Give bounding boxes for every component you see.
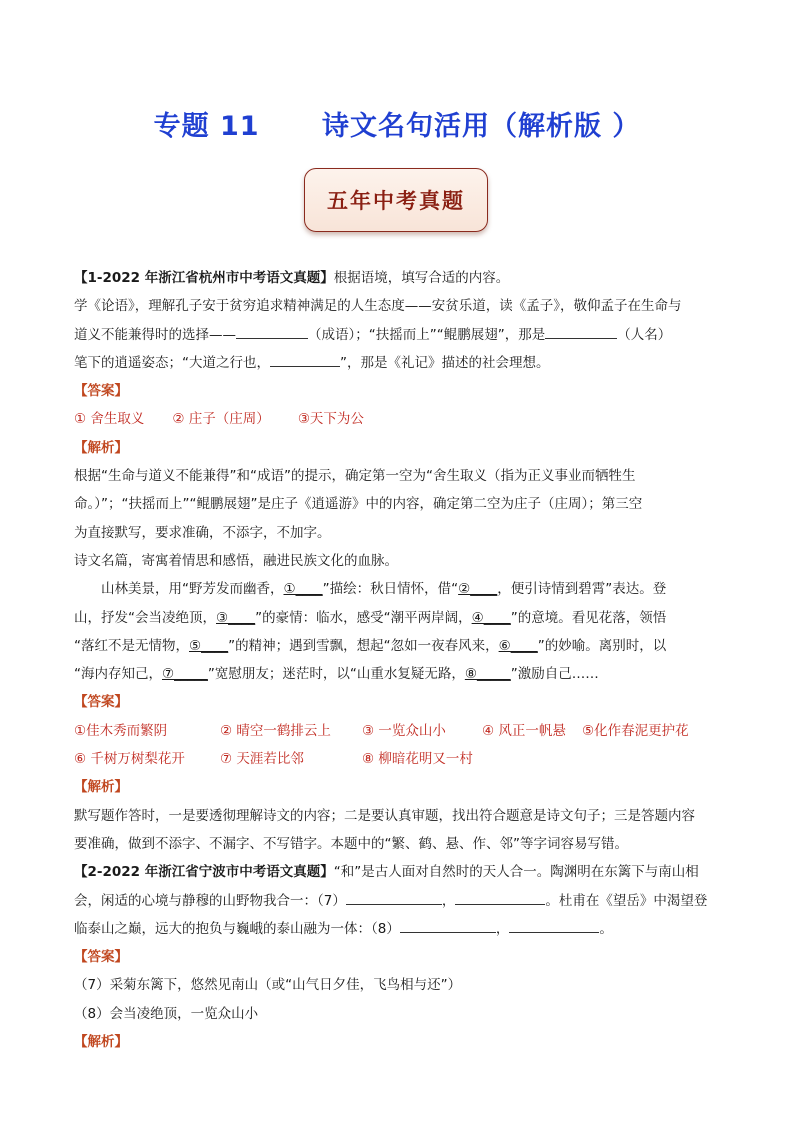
- q1-blank-2: [545, 324, 617, 339]
- q1-answer-1: ① 舍生取义: [74, 411, 145, 428]
- q2-answer-row-1: [74, 717, 724, 745]
- q1-text-line-2: [74, 321, 724, 349]
- q2-text-4c: ”宽慰朋友；迷茫时，以“山重水复疑无路，: [207, 666, 465, 683]
- q3-text-2a: 会，闲适的心境与静穆的山野物我合一：（7）: [74, 892, 346, 909]
- q1-header-line: [74, 264, 724, 292]
- q1-text-2a: 道义不能兼得时的选择——: [74, 326, 236, 343]
- q2-line-2: [74, 604, 724, 632]
- q3-text-2b: ，: [441, 892, 456, 909]
- q2-answer-3: ③ 一览众山小: [362, 722, 446, 739]
- q1-analysis-line-2: 命。）”；“扶摇而上”“鲲鹏展翅”是庄子《逍遥游》中的内容，确定第二空为庄子（庄周）；第三空: [74, 496, 643, 513]
- q3-source: 【2-2022 年浙江省宁波市中考语文真题】: [74, 864, 334, 881]
- q1-blank-3: [270, 352, 340, 367]
- q3-blank-2: [455, 890, 545, 905]
- q2-blank-6: ⑥____: [498, 637, 538, 654]
- q3-text-3c: 。: [599, 920, 613, 937]
- q2-text-1c: ”描绘：秋日情怀，借“: [322, 581, 459, 598]
- q2-line-3: [74, 632, 724, 660]
- q1-blank-1: [236, 324, 308, 339]
- q2-line-1: [74, 575, 724, 603]
- q2-answer-1: ①佳木秀而繁阴: [74, 722, 168, 739]
- q2-blank-1: ①____: [283, 581, 323, 598]
- q3-text-3a: 临泰山之巅，远大的抱负与巍峨的泰山融为一体：（8）: [74, 920, 400, 937]
- q1-answer-3: ③天下为公: [297, 411, 364, 428]
- q1-answer-line: [74, 405, 724, 433]
- q2-text-1e: ，便引诗情到碧霄”表达。登: [497, 581, 667, 598]
- section-heading-box: [304, 168, 488, 232]
- q2-blank-3: ③____: [216, 609, 256, 626]
- q3-blank-1: [346, 890, 442, 905]
- q2-text-2c: ”的豪情：临水，感受“潮平两岸阔，: [255, 609, 472, 626]
- q1-answer-label: 【答案】: [74, 383, 128, 400]
- q2-answer-row-2: [74, 745, 724, 773]
- q2-text-2a: 山，抒发“会当凌绝顶，: [74, 609, 216, 626]
- q1-source: 【1-2022 年浙江省杭州市中考语文真题】: [74, 270, 334, 286]
- q1-analysis-label: 【解析】: [74, 439, 128, 456]
- q2-text-3c: ”的精神；遇到雪飘，想起“忽如一夜春风来，: [228, 637, 499, 654]
- q2-text-4e: ”激励自己……: [510, 666, 599, 683]
- q2-answer-7: ⑦ 天涯若比邻: [220, 751, 304, 768]
- q3-line-1: [74, 858, 724, 886]
- q2-answer-8: ⑧ 柳暗花明又一村: [362, 751, 473, 768]
- q2-answer-2: ② 晴空一鹤排云上: [220, 722, 331, 739]
- q2-answer-6: ⑥ 千树万树梨花开: [74, 751, 185, 768]
- q1-prompt: 根据语境，填写合适的内容。: [333, 270, 510, 286]
- q1-text-2b: （成语）；“扶摇而上”“鲲鹏展翅”，那是: [308, 326, 546, 343]
- q2-analysis-line-1: 默写题作答时，一是要透彻理解诗文的内容；二是要认真审题，找出符合题意是诗文句子；三是答题内容: [74, 807, 695, 824]
- q2-text-4a: “海内存知己，: [74, 666, 162, 683]
- q2-text-2e: ”的意境。看见花落，领悟: [510, 609, 667, 626]
- q2-blank-2: ②____: [458, 581, 498, 598]
- q2-text-3a: “落红不是无情物，: [74, 637, 189, 654]
- q3-answer-7: （7）采菊东篱下，悠然见南山（或“山气日夕佳，飞鸟相与还”）: [74, 977, 462, 994]
- q2-text-3e: ”的妙喻。离别时，以: [537, 637, 667, 654]
- q3-line-3: [74, 915, 724, 943]
- q3-line-2: [74, 887, 724, 915]
- q2-answer-5: ⑤化作春泥更护花: [582, 722, 689, 739]
- q3-analysis-label: 【解析】: [74, 1034, 128, 1051]
- q2-blank-8: ⑧_____: [464, 666, 511, 683]
- q3-blank-4: [509, 918, 599, 933]
- q2-text-1a: 山林美景，用“野芳发而幽香，: [101, 581, 284, 598]
- page-title: 专题 11 诗文名句活用（解析版 ）: [153, 111, 641, 142]
- q3-text-2c: 。杜甫在《望岳》中渴望登: [545, 892, 708, 909]
- q2-blank-7: ⑦_____: [162, 666, 208, 683]
- q1-text-3b: ”，那是《礼记》描述的社会理想。: [340, 354, 550, 371]
- q1-text-2c: （人名）: [617, 326, 672, 343]
- q1-text-3a: 笔下的逍遥姿态；“大道之行也，: [74, 354, 270, 371]
- q2-intro: 诗文名篇，寄寓着情思和感悟，融进民族文化的血脉。: [74, 552, 398, 569]
- q3-text-3b: ，: [495, 920, 510, 937]
- q2-answer-label: 【答案】: [74, 694, 128, 711]
- q2-line-4: [74, 660, 724, 688]
- content-body: [74, 264, 724, 1056]
- q1-analysis-line-3: 为直接默写，要求准确，不添字，不加字。: [74, 524, 331, 541]
- section-heading: 五年中考真题: [327, 188, 465, 213]
- q3-text-1: “和”是古人面对自然时的天人合一。陶渊明在东篱下与南山相: [333, 864, 699, 881]
- q1-analysis-line-1: 根据“生命与道义不能兼得”和“成语”的提示，确定第一空为“舍生取义（指为正义事业而牺牲生: [74, 468, 636, 485]
- q3-blank-3: [400, 918, 496, 933]
- q2-answer-4: ④ 风正一帆悬: [482, 722, 566, 739]
- q2-analysis-label: 【解析】: [74, 779, 128, 796]
- q2-blank-5: ⑤____: [189, 637, 229, 654]
- q3-answer-label: 【答案】: [74, 949, 128, 966]
- q2-analysis-line-2: 要准确，做到不添字、不漏字、不写错字。本题中的“繁、鹤、悬、作、邻”等字词容易写错。: [74, 835, 628, 852]
- q1-text-line-1: 学《论语》，理解孔子安于贫穷追求精神满足的人生态度——安贫乐道，读《孟子》，敬仰孟子在生命与: [74, 298, 682, 315]
- q1-text-line-3: [74, 349, 724, 377]
- q3-answer-8: （8）会当凌绝顶，一览众山小: [74, 1005, 259, 1022]
- q2-blank-4: ④____: [471, 609, 511, 626]
- q1-answer-2: ② 庄子（庄周）: [172, 411, 270, 428]
